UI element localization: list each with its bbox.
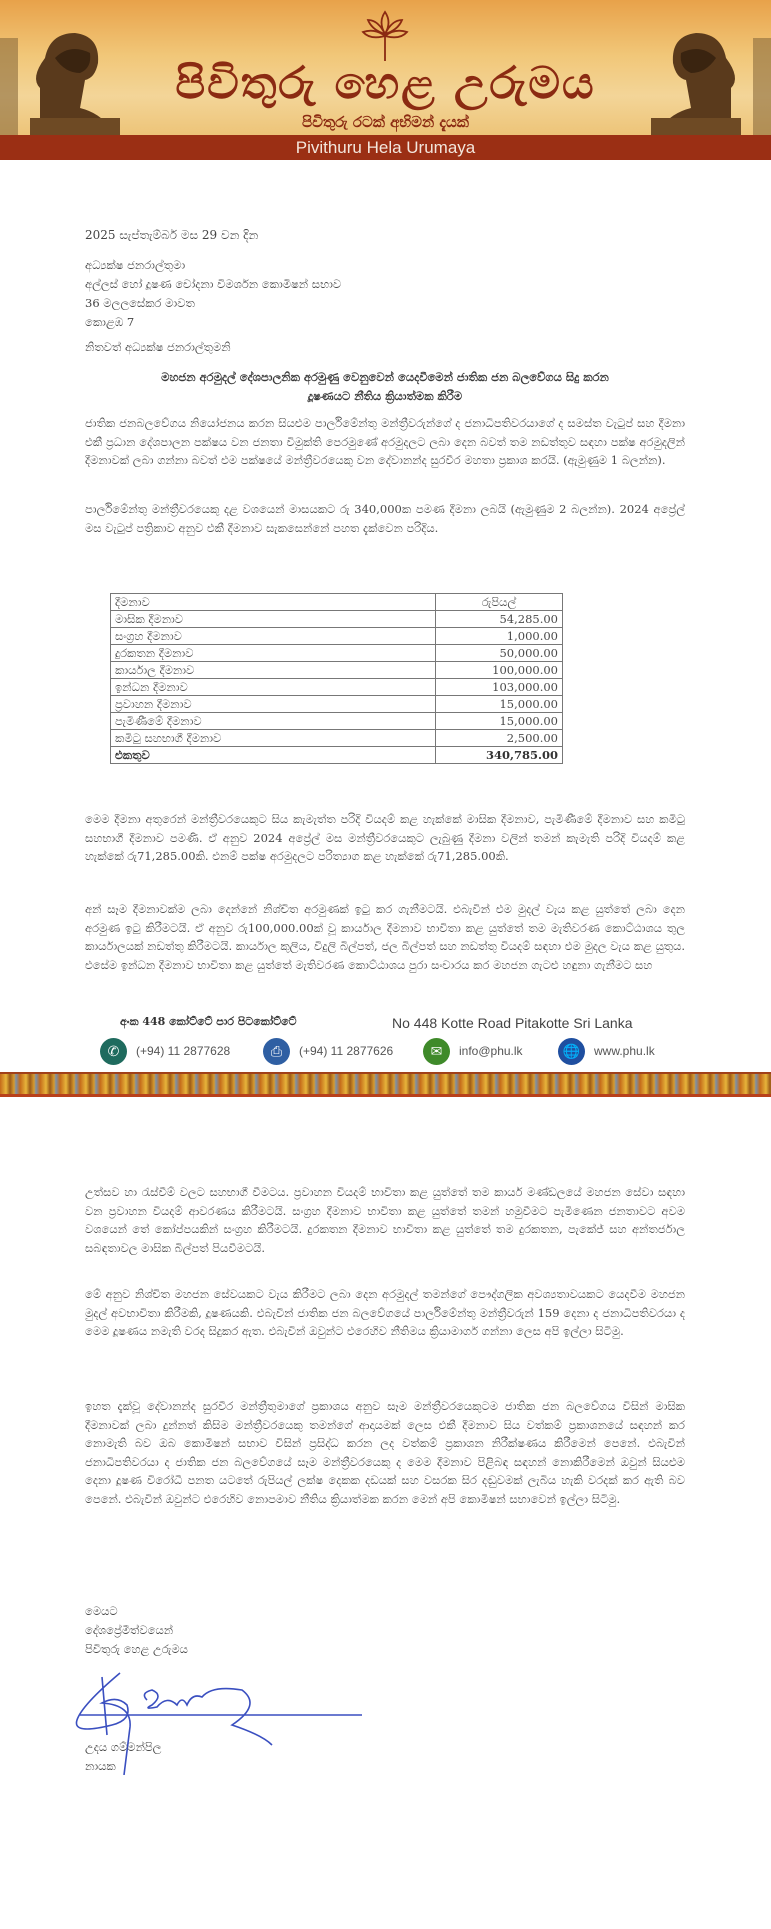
recipient-line: 36 මලලසේකර මාවත <box>85 296 195 310</box>
table-row <box>111 645 563 662</box>
closing-line: දේශප්‍රේමීත්වයෙන් <box>85 1623 174 1637</box>
recipient-line: අල්ලස් හෝ දූෂණ චෝදනා විමර්ශන කොමිෂන් සභාව <box>85 277 342 291</box>
phone-number: (+94) 11 2877628 <box>136 1044 231 1058</box>
row-label: දුරකතන දීමනාව <box>111 645 436 662</box>
lotus-icon <box>360 8 410 63</box>
row-label: පැමිණීමේ දීමනාව <box>111 713 436 730</box>
table-row <box>111 628 563 645</box>
subject-line: මහජන අරමුදල් දේශපාලනික අරමුණු වෙනුවෙන් යෙදවීමෙන් ජාතික ජන බලවේගය සිදු කරන <box>161 370 609 384</box>
closing-line: පිවිතුරු හෙළ උරුමය <box>85 1642 188 1656</box>
recipient-address <box>85 256 341 332</box>
contact-email <box>423 1037 523 1065</box>
organization-name-english: Pivithuru Hela Urumaya <box>295 138 476 157</box>
paragraph-2: පාර්ලිමේන්තු මන්ත්‍රීවරයෙකු දළ වශයෙන් මාසයකට රු 340,000ක පමණ දීමනා ලබයි (ඇමුණුම 2 බලන්න). 2024 අප්‍රේල් මස වැටුප් පත්‍රිකාව අනුව එකී දීමනාව සැකසෙන්නේ පහත දැක්වෙන පරිදිය. <box>85 502 685 535</box>
table-total-row <box>111 747 563 764</box>
organization-tagline: පිවිතුරු රටක් අභිමන් දැයක් <box>302 113 469 131</box>
row-amount: 2,500.00 <box>436 730 563 747</box>
page2-paragraph-1: උත්සව හා රැස්වීම් වලට සහභාගී වීමටය. ප්‍රවාහන වියදම් භාවිතා කළ යුත්තේ තම කාර්ය මණ්ඩලයේ මහජන සේවා සඳහා වන ප්‍රවාහන වියදම් ආවරණය කිරීමටයි. සංග්‍රහ දීමනාව භාවිතා කළ යුත්තේ තමන් හමුවීමට පැමිණෙන ජනතාවට අවම වශයෙන් තේ කෝප්පයකින් සංග්‍රහ කිරීමටයි. දුරකතන දීමනාව භාවිතා කළ යුත්තේ තම දුරකතන, පැකේජ් සහ අන්තර්ජාල සබඳතාවල මාසික බිල්පත් පියවීමටයි. <box>85 1185 685 1255</box>
salutation: නිතවත් අධ්‍යක්ෂ ජනරාල්තුමනි <box>85 340 231 354</box>
row-label: ඉන්ධන දීමනාව <box>111 679 436 696</box>
paragraph-1: ජාතික ජනබලවේගය නියෝජනය කරන සියළුම පාර්ලිමේන්තු මන්ත්‍රීවරුන්ගේ ද ජනාධිපතිවරයාගේ ද සමස්ත වැටුප් සහ දීමනා එකී ප්‍රධාන දේශපාලන පක්ෂය වන ජනතා විමුක්ති පෙරමුණේ අරමුදලට ලබා දෙන බවත් තම නඩත්තුව සඳහා පක්ෂ අරමුදලින් දීමනාවක් ලබා ගන්නා බවත් එම පක්ෂයේ මන්ත්‍රීවරයෙකු වන දේවානන්ද සුරවීර මහතා ප්‍රකාශ කරයි. (ඇමුණුම 1 බලන්න). <box>85 416 685 467</box>
row-label: මාසික දීමනාව <box>111 611 436 628</box>
table-row <box>111 713 563 730</box>
row-amount: 15,000.00 <box>436 696 563 713</box>
contact-website <box>558 1037 655 1065</box>
signatory-title: නායක <box>85 1759 116 1773</box>
organization-name-sinhala: පිවිතුරු හෙළ උරුමය <box>175 58 596 109</box>
letterhead-banner <box>0 0 771 160</box>
column-header-allowance: දීමනාව <box>111 594 436 611</box>
letter-subject <box>110 368 660 406</box>
row-amount: 54,285.00 <box>436 611 563 628</box>
closing-line: මෙයට <box>85 1604 118 1618</box>
signatory-block <box>85 1738 161 1776</box>
total-amount: 340,785.00 <box>436 747 563 764</box>
row-label: ප්‍රවාහන දීමනාව <box>111 696 436 713</box>
fax-number: (+94) 11 2877626 <box>299 1044 394 1058</box>
row-amount: 15,000.00 <box>436 713 563 730</box>
table-row <box>111 662 563 679</box>
paragraph-4: අන් සෑම දීමනාවක්ම ලබා දෙන්නේ නිශ්චිත අරමුණක් ඉටු කර ගැනීමටයි. එබැවින් එම මුදල් වැය කළ යුත්තේ ලබා දෙන අරමුණ ඉටු කිරීමටයි. ඒ අනුව රු100,000.00ක් වූ කාර්යාල දීමනාව භාවිතා කළ යුත්තේ තම මැතිවරණ කොට්ඨාශය තුල කාර්යාලයක් නඩත්තු කිරීමටයි. කාර්යාල කුලිය, විදුලි බිල්පත්, ජල බිල්පත් සහ නඩත්තු වියදම් සඳහා එම මුදල වැය කළ යුතුය. එසේම ඉන්ධන දීමනාව භාවිතා කළ යුත්තේ මැතිවරණ කොට්ඨාශය පුරා සංචාරය කර මහජන ගැටළු හඳුනා ගැනීමට සහ <box>85 902 685 972</box>
email-address[interactable]: info@phu.lk <box>459 1044 523 1058</box>
fax-icon: ⎙ <box>263 1038 290 1065</box>
row-label: කාර්යාල දීමනාව <box>111 662 436 679</box>
page2-paragraph-2: මේ අනුව නිශ්චිත මහජන සේවයකට වැය කිරීමට ලබා දෙන අරමුදල් තමන්ගේ පෞද්ගලික අවශ්‍යතාවයකට යෙදවීම මහජන මුදල් අවභාවිතා කිරීමකි, දූෂණයකි. එබැවින් ජාතික ජන බලවේගයේ පාර්ලිමේන්තු මන්ත්‍රීවරුන් 159 දෙනා ද ජනාධිපතිවරයා ද මෙම දූෂණය නමැති වරද සිදුකර ඇත. එබැවින් ඔවුන්ට එරෙහිව නීතිමය ක්‍රියාමාර්ග ගන්නා ලෙස අපි ඉල්ලා සිටිමු. <box>85 1287 685 1338</box>
table-row <box>111 611 563 628</box>
closing-block <box>85 1602 188 1659</box>
contact-phone <box>100 1037 230 1065</box>
phone-icon: ✆ <box>100 1038 127 1065</box>
table-header-row <box>111 594 563 611</box>
subject-line: දූෂණයට නීතිය ක්‍රියාත්මක කිරීම <box>307 389 463 403</box>
row-amount: 100,000.00 <box>436 662 563 679</box>
row-amount: 1,000.00 <box>436 628 563 645</box>
row-amount: 103,000.00 <box>436 679 563 696</box>
recipient-line: අධ්‍යක්ෂ ජනරාල්තුමා <box>85 258 186 272</box>
footer-address-sinhala: අංක 448 කෝට්ටේ පාර පිටකෝට්ටේ <box>120 1015 297 1028</box>
email-icon: ✉ <box>423 1038 450 1065</box>
column-header-rupees: රුපියල් <box>436 594 563 611</box>
decorative-border <box>0 1072 771 1097</box>
allowance-table <box>110 593 563 764</box>
row-label: සංග්‍රහ දීමනාව <box>111 628 436 645</box>
letter-date: 2025 සැප්තැම්බර් මස 29 වන දින <box>85 228 259 242</box>
contact-fax <box>263 1037 393 1065</box>
footer-address-english: No 448 Kotte Road Pitakotte Sri Lanka <box>392 1015 633 1031</box>
table-row <box>111 696 563 713</box>
table-row <box>111 730 563 747</box>
row-amount: 50,000.00 <box>436 645 563 662</box>
recipient-line: කොළඹ 7 <box>85 315 135 329</box>
table-row <box>111 679 563 696</box>
page2-paragraph-3: ඉහත දැක්වූ දේවානන්ද සුරවීර මන්ත්‍රීතුමාගේ ප්‍රකාශය අනුව සෑම මන්ත්‍රීවරයෙකුටම ජාතික ජන බලවේගය විසින් මාසික දීමනාවක් ලබා දුන්නත් කිසිම මන්ත්‍රීවරයෙකු තමන්ගේ ආදායමක් ලෙස එකී දීමනාව සිය වත්කම් ප්‍රකාශනයේ සඳහන් කර නොමැති බව ඔබ කොමිෂන් සභාව විසින් ප්‍රසිද්ධ කරන ලද වත්කම් ප්‍රකාශන නිරීක්ෂණය කිරීමෙන් පෙනේ. එබැවින් ජනාධිපතිවරයා ද ජාතික ජන බලවේගයේ සෑම මන්ත්‍රීවරයෙකු ද මෙම දීමනාව පිළිබඳ සඳහන් නොකිරීමෙන් ඔවුන් සියළුම දෙනා දූෂණ විරෝධී පනත යටතේ රුපියල් ලක්ෂ දෙකක දඩයක් සහ වසරක සිර දඬුවමක් ලැබිය හැකි වරදක් කර ඇති බව පෙනේ. එබැවින් ඔවුන්ට එරෙහිව නොපමාව නීතිය ක්‍රියාත්මක කරන මෙන් අපි කොමිෂන් සභාවෙන් ඉල්ලා සිටිමු. <box>85 1399 685 1506</box>
website-link[interactable]: www.phu.lk <box>594 1044 655 1058</box>
globe-icon: 🌐 <box>558 1038 585 1065</box>
signatory-name: උදය ගම්මන්පිල <box>85 1740 162 1754</box>
row-label: කමිටු සහභාගී දීමනාව <box>111 730 436 747</box>
paragraph-3: මෙම දීමනා අතුරෙන් මන්ත්‍රීවරයෙකුට සිය කැමැත්ත පරිදි වියදම් කළ හැක්කේ මාසික දීමනාව, පැමිණීමේ දීමනාව සහ කමිටු සහභාගී දීමනාව පමණි. ඒ අනුව 2024 අප්‍රේල් මස මන්ත්‍රීවරයෙකුට ලැබුණු දීමනා වලින් තමන් කැමැති පරිදි වියදම් කළ හැක්කේ රු71,285.00කි. එනම් පක්ෂ අරමුදලට පරිත්‍යාග කළ හැක්කේ රු71,285.00කි. <box>85 812 685 863</box>
total-label: එකතුව <box>111 747 436 764</box>
